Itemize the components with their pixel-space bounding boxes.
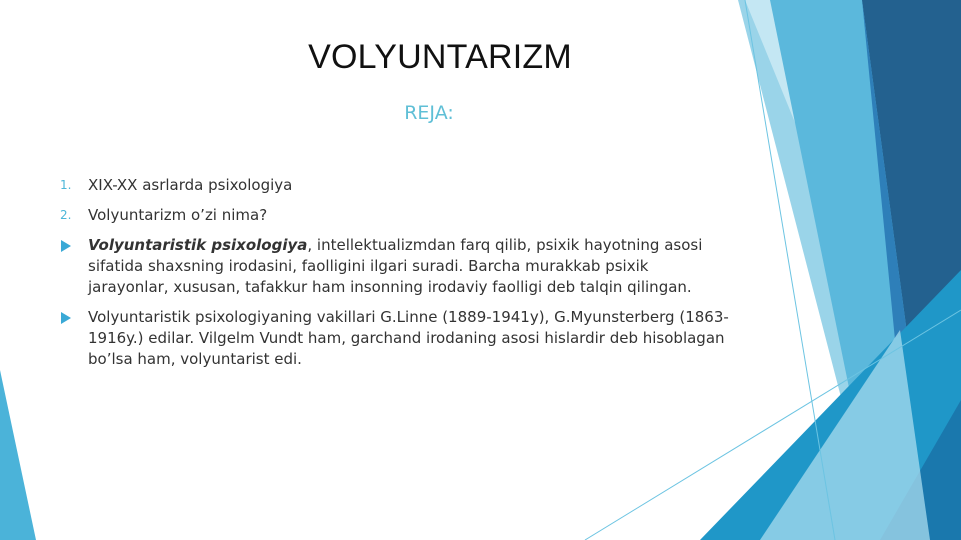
numbered-item: [60, 175, 730, 196]
arrow-bullet-icon: [61, 312, 71, 324]
numbered-item: [60, 205, 730, 226]
numbered-item-text: XIX-XX asrlarda psixologiya: [88, 176, 293, 194]
content-list: [60, 175, 730, 379]
bullet-bold-term: Volyuntaristik psixologiya: [88, 236, 308, 254]
bullet-item-text: , intellektualizmdan farq qilib, psixik hayotning asosi sifatida shaxsning irodasini, faolligini ilgari suradi. Barcha murakkab psixik jarayonlar, xususan, tafakkur ham insonning irodaviy faolligi deb talqin qilingan.: [88, 236, 703, 296]
numbered-item-text: Volyuntarizm o’zi nima?: [88, 206, 268, 224]
bullet-item: [60, 235, 730, 298]
number-marker: 1.: [60, 178, 72, 192]
bullet-item: [60, 307, 730, 370]
left-sliver-shape: [0, 370, 36, 540]
bullet-item-text: Volyuntaristik psixologiyaning vakillari G.Linne (1889-1941y), G.Myunsterberg (1863-1916y.) edilar. Vilgelm Vundt ham, garchand irodaning asosi hislardir deb hisoblagan bo’lsa ham, volyuntarist edi.: [88, 308, 729, 368]
slide-title: VOLYUNTARIZM: [308, 38, 572, 76]
number-marker: 2.: [60, 208, 72, 222]
arrow-bullet-icon: [61, 240, 71, 252]
slide-subtitle: REJA:: [404, 102, 454, 124]
